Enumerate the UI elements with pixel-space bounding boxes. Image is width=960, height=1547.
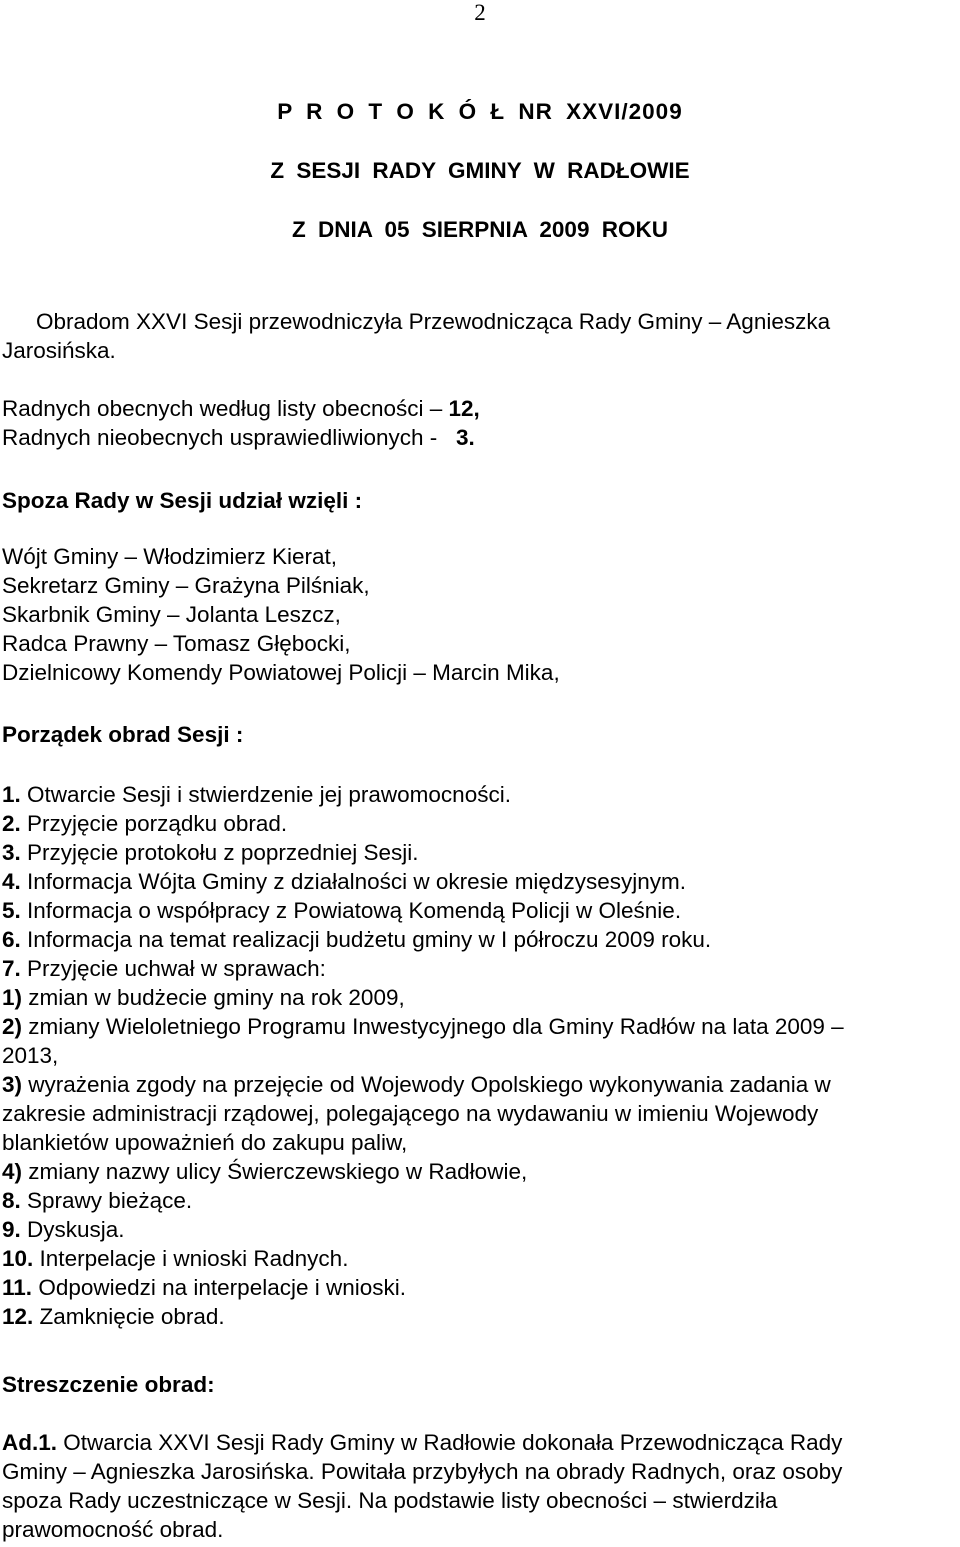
agenda-subitem-continuation: blankietów upoważnień do zakupu paliw, <box>2 1130 408 1155</box>
intro-line-1: Obradom XXVI Sesji przewodniczyła Przewodnicząca Rady Gminy – Agnieszka <box>36 309 831 334</box>
agenda-item-text: Przyjęcie uchwał w sprawach: <box>27 956 326 981</box>
agenda-item-text: Przyjęcie protokołu z poprzedniej Sesji. <box>27 840 419 865</box>
present-label: Radnych obecnych według listy obecności – <box>2 396 443 421</box>
session-title: Z SESJI RADY GMINY W RADŁOWIE <box>270 158 690 183</box>
agenda-item-number: 6. <box>2 927 21 952</box>
agenda-subitem <box>2 983 942 1012</box>
intro-paragraph <box>2 307 942 365</box>
agenda-subitem <box>2 1070 942 1099</box>
guests-list <box>2 542 942 687</box>
attendance-absent <box>2 423 942 452</box>
agenda-item <box>2 809 942 838</box>
guest-item: Sekretarz Gminy – Grażyna Pilśniak, <box>2 573 370 598</box>
agenda-item-number: 10. <box>2 1246 34 1271</box>
agenda-subitem-number: 3) <box>2 1072 23 1097</box>
summary-line-4: prawomocność obrad. <box>2 1517 224 1542</box>
summary-paragraph <box>2 1428 942 1544</box>
agenda-subitem-continuation: zakresie administracji rządowej, polegającego na wydawaniu w imieniu Wojewody <box>2 1101 819 1126</box>
agenda-subitem-number: 1) <box>2 985 23 1010</box>
agenda-item <box>2 1186 942 1215</box>
agenda-subitem <box>2 1157 942 1186</box>
agenda-item-text: Informacja o współpracy z Powiatową Komendą Policji w Oleśnie. <box>27 898 682 923</box>
agenda-item-text: Informacja na temat realizacji budżetu gminy w I półroczu 2009 roku. <box>27 927 712 952</box>
intro-line-2: Jarosińska. <box>2 338 116 363</box>
agenda-item <box>2 867 942 896</box>
page-number: 2 <box>474 0 486 25</box>
guest-item: Radca Prawny – Tomasz Głębocki, <box>2 631 351 656</box>
agenda-list <box>2 780 942 1331</box>
summary-line-1-text: Otwarcia XXVI Sesji Rady Gminy w Radłowie dokonała Przewodnicząca Rady <box>63 1430 843 1455</box>
agenda-item-number: 1. <box>2 782 21 807</box>
guest-item: Wójt Gminy – Włodzimierz Kierat, <box>2 544 338 569</box>
agenda-item-text: Przyjęcie porządku obrad. <box>27 811 288 836</box>
agenda-item-number: 8. <box>2 1188 21 1213</box>
agenda-item-text: Informacja Wójta Gminy z działalności w okresie międzysesyjnym. <box>27 869 686 894</box>
agenda-subitem-text: zmian w budżecie gminy na rok 2009, <box>28 985 405 1010</box>
agenda-subitem-number: 2) <box>2 1014 23 1039</box>
agenda-item-text: Zamknięcie obrad. <box>39 1304 225 1329</box>
attendance-paragraph <box>2 394 942 452</box>
agenda-subitem-text: zmiany Wieloletniego Programu Inwestycyjnego dla Gminy Radłów na lata 2009 – <box>28 1014 844 1039</box>
agenda-item-number: 7. <box>2 956 21 981</box>
agenda-subitem-continuation: 2013, <box>2 1043 59 1068</box>
absent-label: Radnych nieobecnych usprawiedliwionych - <box>2 425 438 450</box>
agenda-item <box>2 954 942 983</box>
agenda-item-text: Odpowiedzi na interpelacje i wnioski. <box>38 1275 407 1300</box>
agenda-item <box>2 896 942 925</box>
agenda-item-number: 4. <box>2 869 21 894</box>
agenda-item <box>2 838 942 867</box>
summary-line-1 <box>2 1428 942 1457</box>
agenda-subitem <box>2 1012 942 1041</box>
agenda-item <box>2 1244 942 1273</box>
guest-item: Dzielnicowy Komendy Powiatowej Policji – Marcin Mika, <box>2 660 560 685</box>
agenda-item-text: Sprawy bieżące. <box>27 1188 193 1213</box>
absent-count: 3. <box>456 425 475 450</box>
agenda-heading: Porządek obrad Sesji : <box>2 722 244 747</box>
agenda-item-text: Otwarcie Sesji i stwierdzenie jej prawomocności. <box>27 782 511 807</box>
agenda-item-number: 3. <box>2 840 21 865</box>
agenda-item-number: 5. <box>2 898 21 923</box>
agenda-item <box>2 925 942 954</box>
agenda-item-number: 9. <box>2 1217 21 1242</box>
agenda-item-number: 11. <box>2 1275 33 1300</box>
agenda-subitem-text: zmiany nazwy ulicy Świerczewskiego w Radłowie, <box>28 1159 528 1184</box>
agenda-item-number: 2. <box>2 811 21 836</box>
agenda-item-text: Interpelacje i wnioski Radnych. <box>39 1246 349 1271</box>
date-title: Z DNIA 05 SIERPNIA 2009 ROKU <box>292 217 668 242</box>
summary-line-2: Gminy – Agnieszka Jarosińska. Powitała przybyłych na obrady Radnych, oraz osoby <box>2 1459 843 1484</box>
agenda-item <box>2 1302 942 1331</box>
present-count: 12, <box>448 396 480 421</box>
agenda-item <box>2 780 942 809</box>
agenda-item <box>2 1215 942 1244</box>
protocol-title: P R O T O K Ó Ł NR XXVI/2009 <box>277 99 683 124</box>
agenda-item-number: 12. <box>2 1304 34 1329</box>
attendance-present <box>2 394 942 423</box>
agenda-item-text: Dyskusja. <box>27 1217 125 1242</box>
summary-heading: Streszczenie obrad: <box>2 1372 215 1397</box>
guest-item: Skarbnik Gminy – Jolanta Leszcz, <box>2 602 341 627</box>
guests-heading: Spoza Rady w Sesji udział wzięli : <box>2 488 363 513</box>
agenda-subitem-text: wyrażenia zgody na przejęcie od Wojewody Opolskiego wykonywania zadania w <box>28 1072 831 1097</box>
summary-line-3: spoza Rady uczestniczące w Sesji. Na podstawie listy obecności – stwierdziła <box>2 1488 778 1513</box>
agenda-item <box>2 1273 942 1302</box>
summary-ad-label: Ad.1. <box>2 1430 58 1455</box>
agenda-subitem-number: 4) <box>2 1159 23 1184</box>
